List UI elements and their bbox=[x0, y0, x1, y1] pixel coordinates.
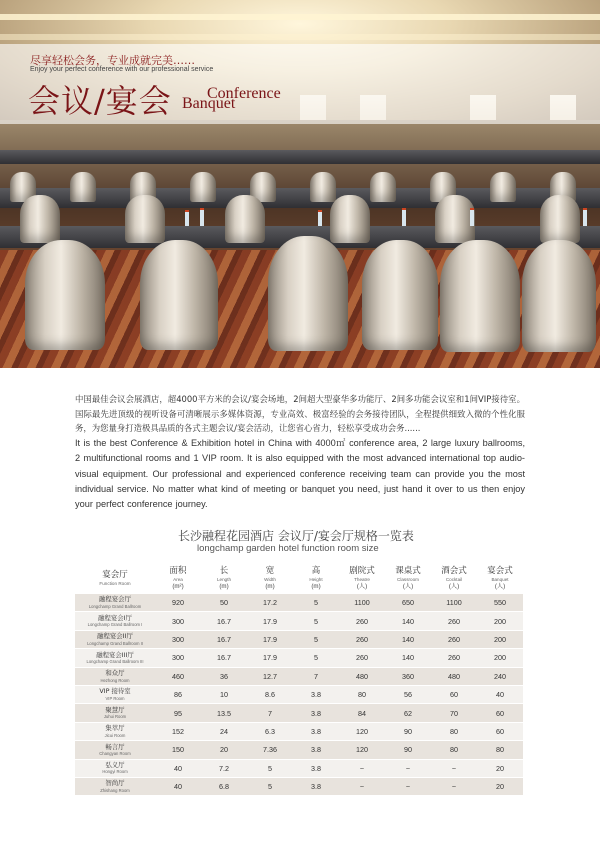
table-cell: 3.8 bbox=[293, 741, 339, 759]
table-cell: 300 bbox=[155, 649, 201, 667]
chair bbox=[140, 240, 218, 350]
chair bbox=[522, 240, 596, 352]
room-name-chinese: 畅言厅 bbox=[105, 742, 125, 751]
table-cell: 80 bbox=[477, 741, 523, 759]
table-cell: 3.8 bbox=[293, 685, 339, 703]
room-name-chinese: 融程宴会厅 bbox=[99, 595, 131, 604]
table-title-english: longchamp garden hotel function room size bbox=[197, 543, 379, 554]
water-bottle bbox=[200, 208, 204, 226]
column-header-english: Theatre bbox=[354, 576, 370, 582]
room-name-english: VIP Room bbox=[105, 695, 125, 701]
page-title-english-banquet: Banquet bbox=[182, 95, 236, 112]
column-header bbox=[201, 562, 247, 594]
table-cell: 3.8 bbox=[293, 759, 339, 777]
column-header-unit: (人) bbox=[402, 582, 414, 590]
table-row bbox=[75, 667, 523, 685]
column-header-english: Width bbox=[264, 576, 276, 582]
table-cell: 920 bbox=[155, 594, 201, 612]
table-cell: 95 bbox=[155, 704, 201, 722]
table-title-chinese: 长沙融程花园酒店 会议厅/宴会厅规格一览表 bbox=[178, 529, 414, 543]
table-cell: 17.9 bbox=[247, 649, 293, 667]
table-cell: 40 bbox=[155, 777, 201, 795]
chair bbox=[20, 195, 60, 243]
table-cell: 90 bbox=[385, 741, 431, 759]
water-bottle bbox=[318, 210, 322, 226]
table-cell: ~ bbox=[385, 777, 431, 795]
column-header bbox=[75, 562, 155, 594]
table-cell: 1100 bbox=[339, 594, 385, 612]
table-row bbox=[75, 759, 523, 777]
table-cell: 24 bbox=[201, 722, 247, 740]
table-cell: 10 bbox=[201, 685, 247, 703]
table-cell: 20 bbox=[201, 741, 247, 759]
table-cell: 13.5 bbox=[201, 704, 247, 722]
chair bbox=[370, 172, 396, 202]
column-header-english: Height bbox=[309, 576, 323, 582]
chair bbox=[490, 172, 516, 202]
room-name-english: Longchamp Grand Ballroom I bbox=[87, 622, 143, 628]
table-cell: 140 bbox=[385, 612, 431, 630]
room-name-chinese: 集萃厅 bbox=[105, 724, 125, 733]
table-cell: 20 bbox=[477, 759, 523, 777]
column-header bbox=[293, 562, 339, 594]
chair bbox=[225, 195, 265, 243]
room-name-chinese: 弘义厅 bbox=[105, 760, 125, 769]
column-header-chinese: 宽 bbox=[265, 565, 275, 576]
table-cell: ~ bbox=[431, 759, 477, 777]
room-name-english: Longchamp Grand Ballroom bbox=[88, 603, 142, 609]
room-name-cell bbox=[75, 630, 155, 648]
table-cell: 62 bbox=[385, 704, 431, 722]
column-header-chinese: 课桌式 bbox=[395, 565, 421, 576]
table-cell: 480 bbox=[431, 667, 477, 685]
table-cell: 360 bbox=[385, 667, 431, 685]
table-cell: 12.7 bbox=[247, 667, 293, 685]
table-cell: 5 bbox=[293, 612, 339, 630]
chair bbox=[125, 195, 165, 243]
room-name-chinese: 和众厅 bbox=[105, 669, 125, 677]
table-cell: 50 bbox=[201, 594, 247, 612]
column-header bbox=[155, 562, 201, 594]
table-cell: 6.3 bbox=[247, 722, 293, 740]
table-cell: 5 bbox=[247, 777, 293, 795]
room-name-cell bbox=[75, 777, 155, 795]
table-cell: 3.8 bbox=[293, 722, 339, 740]
chair bbox=[330, 195, 370, 243]
table-cell: 260 bbox=[431, 649, 477, 667]
column-header-unit: (m) bbox=[265, 582, 275, 590]
table-cell: 140 bbox=[385, 649, 431, 667]
room-name-chinese: 融程宴会III厅 bbox=[96, 650, 134, 659]
column-header-unit: (人) bbox=[494, 582, 506, 590]
table-row bbox=[75, 612, 523, 630]
room-name-cell bbox=[75, 685, 155, 703]
table-cell: 84 bbox=[339, 704, 385, 722]
room-name-english: Hongyi Room bbox=[102, 769, 128, 775]
table-cell: 5 bbox=[247, 759, 293, 777]
ceiling-light-band bbox=[0, 34, 600, 40]
column-header-english: Cocktail bbox=[445, 576, 463, 582]
tagline-english: Enjoy your perfect conference with our professional service bbox=[30, 66, 214, 73]
table-header-row bbox=[75, 562, 523, 594]
table-cell: 20 bbox=[477, 777, 523, 795]
column-header-unit: (人) bbox=[356, 582, 368, 590]
table-cell: ~ bbox=[339, 777, 385, 795]
table-row bbox=[75, 594, 523, 612]
chair bbox=[310, 172, 336, 202]
table-cell: 70 bbox=[431, 704, 477, 722]
column-header-english: Function Room bbox=[99, 580, 131, 586]
page-title-chinese: 会议/宴会 bbox=[28, 82, 172, 120]
table-cell: 16.7 bbox=[201, 612, 247, 630]
column-header-chinese: 长 bbox=[219, 565, 229, 576]
table-row bbox=[75, 722, 523, 740]
table-cell: 80 bbox=[339, 685, 385, 703]
column-header bbox=[477, 562, 523, 594]
table-row bbox=[75, 741, 523, 759]
column-header-english: Length bbox=[216, 576, 232, 582]
table-cell: 550 bbox=[477, 594, 523, 612]
column-header bbox=[339, 562, 385, 594]
table-cell: 260 bbox=[431, 612, 477, 630]
column-header-unit: (m) bbox=[219, 582, 229, 590]
conference-table-row bbox=[0, 150, 600, 164]
chair bbox=[70, 172, 96, 202]
column-header-unit: (m) bbox=[311, 582, 321, 590]
table-cell: 60 bbox=[431, 685, 477, 703]
column-header-english: Banquet bbox=[491, 576, 509, 582]
table-cell: 5 bbox=[293, 594, 339, 612]
table-cell: 16.7 bbox=[201, 649, 247, 667]
table-cell: ~ bbox=[385, 759, 431, 777]
table-cell: 260 bbox=[339, 649, 385, 667]
ceiling-light-band bbox=[0, 14, 600, 20]
column-header bbox=[431, 562, 477, 594]
table-cell: ~ bbox=[339, 759, 385, 777]
table-cell: 300 bbox=[155, 612, 201, 630]
table-cell: 60 bbox=[477, 722, 523, 740]
room-name-english: Longchamp Grand Ballroom III bbox=[86, 659, 144, 665]
water-bottle bbox=[402, 208, 406, 226]
table-row bbox=[75, 777, 523, 795]
room-name-chinese: VIP 接待室 bbox=[99, 687, 131, 696]
tagline-chinese: 尽享轻松会务，专业成就完美…… bbox=[30, 54, 195, 67]
table-cell: 7.36 bbox=[247, 741, 293, 759]
room-name-cell bbox=[75, 704, 155, 722]
water-bottle bbox=[185, 210, 189, 226]
table-cell: 120 bbox=[339, 741, 385, 759]
room-name-english: Hezhong Room bbox=[100, 677, 130, 683]
column-header-chinese: 宴会式 bbox=[487, 565, 513, 576]
function-room-table bbox=[75, 562, 523, 796]
table-cell: 650 bbox=[385, 594, 431, 612]
room-name-chinese: 聚慧厅 bbox=[105, 705, 125, 714]
table-cell: 17.2 bbox=[247, 594, 293, 612]
column-header-chinese: 剧院式 bbox=[349, 565, 375, 576]
table-cell: 8.6 bbox=[247, 685, 293, 703]
table-cell: 260 bbox=[339, 630, 385, 648]
column-header-english: Classroom bbox=[397, 576, 419, 582]
table-cell: 40 bbox=[155, 759, 201, 777]
room-name-cell bbox=[75, 612, 155, 630]
table-row bbox=[75, 685, 523, 703]
table-cell: 16.7 bbox=[201, 630, 247, 648]
table-cell: 240 bbox=[477, 667, 523, 685]
table-cell: 5 bbox=[293, 630, 339, 648]
room-name-chinese: 融程宴会II厅 bbox=[97, 632, 133, 641]
table-cell: 17.9 bbox=[247, 612, 293, 630]
table-cell: 40 bbox=[477, 685, 523, 703]
table-cell: 90 bbox=[385, 722, 431, 740]
table-cell: 3.8 bbox=[293, 704, 339, 722]
table-cell: 7 bbox=[293, 667, 339, 685]
room-name-chinese: 融程宴会I厅 bbox=[98, 613, 132, 622]
table-cell: 5 bbox=[293, 649, 339, 667]
table-cell: 200 bbox=[477, 630, 523, 648]
column-header-chinese: 高 bbox=[311, 565, 321, 576]
table-cell: 300 bbox=[155, 630, 201, 648]
room-name-chinese: 智尚厅 bbox=[105, 779, 125, 788]
table-cell: 120 bbox=[339, 722, 385, 740]
table-cell: 36 bbox=[201, 667, 247, 685]
intro-text bbox=[75, 392, 525, 513]
chair bbox=[268, 236, 348, 351]
table-cell: 56 bbox=[385, 685, 431, 703]
room-name-english: Zhishang Room bbox=[100, 787, 130, 793]
room-name-cell bbox=[75, 722, 155, 740]
room-name-cell bbox=[75, 759, 155, 777]
table-cell: 480 bbox=[339, 667, 385, 685]
table-cell: 86 bbox=[155, 685, 201, 703]
table-cell: 150 bbox=[155, 741, 201, 759]
water-bottle bbox=[583, 208, 587, 226]
table-row bbox=[75, 649, 523, 667]
room-name-english: Changyan Room bbox=[99, 751, 131, 757]
intro-chinese: 中国最佳会议会展酒店，超4000平方米的会议/宴会场地，2间超大型豪华多功能厅、2间多功能会议室和1间VIP接待室。国际最先进顶级的视听设备可清晰展示多媒体资源，专业高效、极富经验的会务接待团队，全程提供细致入微的个性化服务，为您量身打造极具品质的各式主题会议/宴会活动，让您省心省力，轻松享受成功会务...... bbox=[75, 394, 525, 434]
column-header-chinese: 宴会厅 bbox=[102, 569, 128, 580]
table-cell: 80 bbox=[431, 722, 477, 740]
table-cell: 3.8 bbox=[293, 777, 339, 795]
table-row bbox=[75, 630, 523, 648]
table-cell: ~ bbox=[431, 777, 477, 795]
table-row bbox=[75, 704, 523, 722]
column-header-unit: (人) bbox=[448, 582, 460, 590]
table-cell: 80 bbox=[431, 741, 477, 759]
water-bottle bbox=[470, 208, 474, 226]
chair bbox=[440, 240, 520, 352]
room-name-english: Juhui Room bbox=[103, 714, 127, 720]
chair bbox=[362, 240, 438, 350]
column-header-chinese: 面积 bbox=[169, 565, 187, 576]
table-cell: 200 bbox=[477, 612, 523, 630]
table-cell: 1100 bbox=[431, 594, 477, 612]
column-header-chinese: 酒会式 bbox=[441, 565, 467, 576]
table-cell: 6.8 bbox=[201, 777, 247, 795]
room-name-cell bbox=[75, 594, 155, 612]
chair bbox=[190, 172, 216, 202]
table-cell: 60 bbox=[477, 704, 523, 722]
table-cell: 260 bbox=[339, 612, 385, 630]
room-name-cell bbox=[75, 649, 155, 667]
table-cell: 200 bbox=[477, 649, 523, 667]
page-title-english-conference: Conference bbox=[207, 85, 281, 102]
chair bbox=[435, 195, 475, 243]
table-cell: 152 bbox=[155, 722, 201, 740]
chair bbox=[25, 240, 105, 350]
column-header-unit: (m²) bbox=[172, 582, 184, 590]
table-cell: 17.9 bbox=[247, 630, 293, 648]
room-name-cell bbox=[75, 667, 155, 685]
table-cell: 7.2 bbox=[201, 759, 247, 777]
table-cell: 7 bbox=[247, 704, 293, 722]
column-header-english: Area bbox=[173, 576, 183, 582]
table-cell: 140 bbox=[385, 630, 431, 648]
chair bbox=[540, 195, 580, 243]
column-header bbox=[247, 562, 293, 594]
room-name-cell bbox=[75, 741, 155, 759]
intro-english: It is the best Conference & Exhibition hotel in China with 4000㎡ conference area, 2 large luxury ballrooms, 2 multifunctional rooms and 1 VIP room. It is also equipped with the most advanced international top audio-visual equipment. Our professional and experienced conference receiving team can provide you the most individual service. No matter what kind of meeting or banquet you need, just hand it over to us then enjoy your perfect conference journey. bbox=[75, 437, 525, 510]
room-name-english: Jicui Room bbox=[104, 732, 126, 738]
table-cell: 460 bbox=[155, 667, 201, 685]
room-name-english: Longchamp Grand Ballroom II bbox=[87, 640, 143, 646]
column-header bbox=[385, 562, 431, 594]
table-cell: 260 bbox=[431, 630, 477, 648]
table-body bbox=[75, 594, 523, 796]
